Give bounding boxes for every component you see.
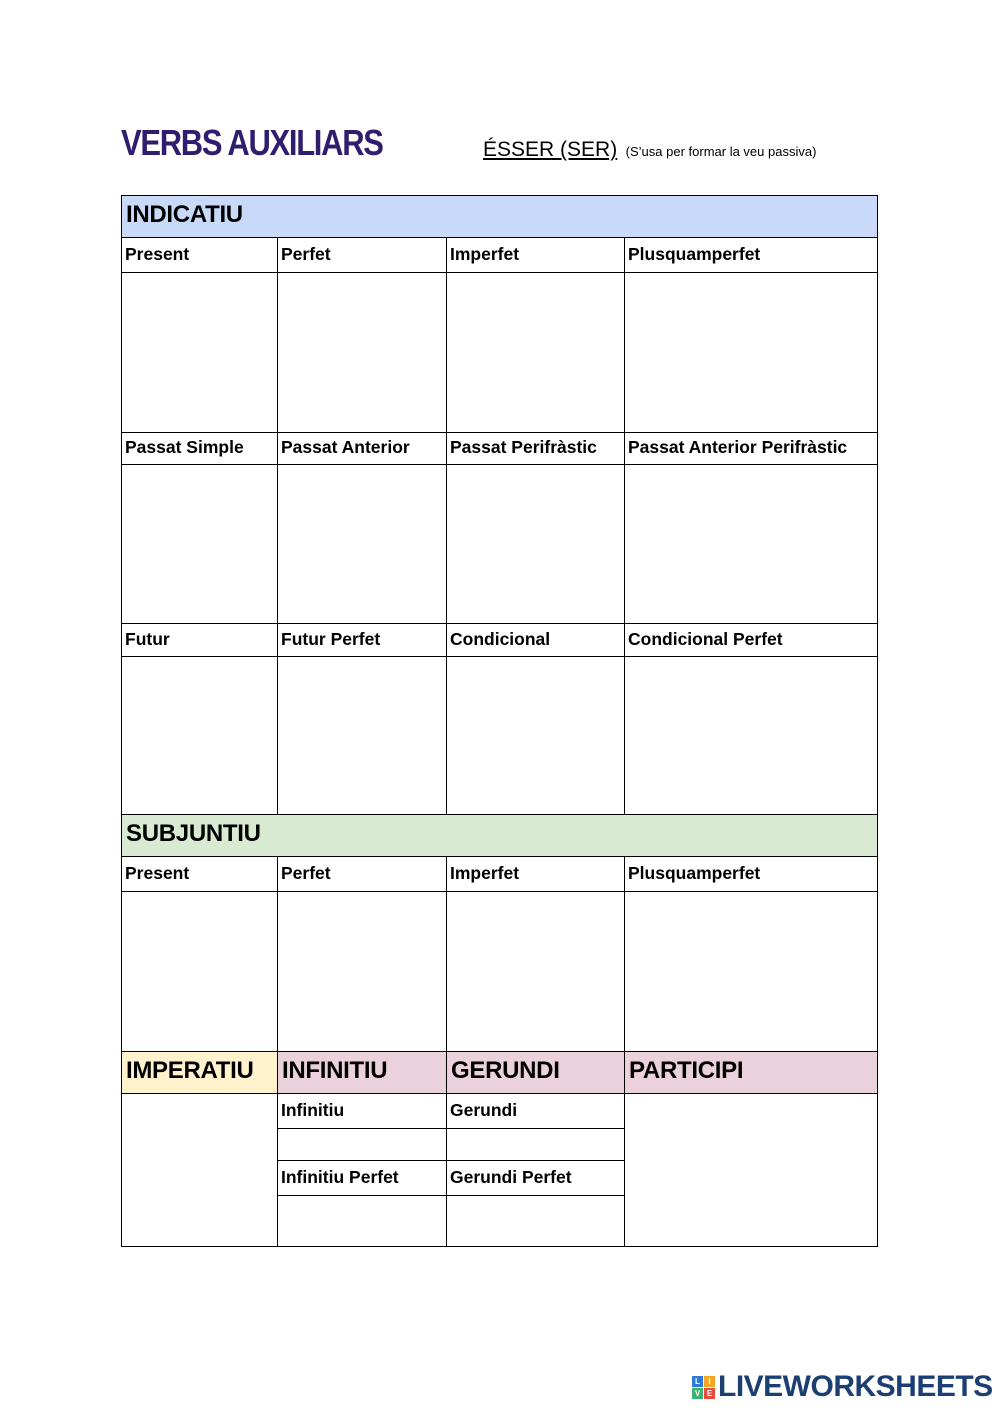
header-futur: Futur xyxy=(121,623,278,657)
answer-box-infinitiu[interactable] xyxy=(277,1128,447,1161)
header-subjuntiu-imperfet: Imperfet xyxy=(446,856,625,892)
answer-box-indicatiu-present[interactable] xyxy=(121,272,278,433)
answer-box-subjuntiu-plusquamperfet[interactable] xyxy=(624,891,878,1052)
section-infinitiu: INFINITIU xyxy=(277,1051,447,1094)
answer-box-indicatiu-perfet[interactable] xyxy=(277,272,447,433)
header-indicatiu-present: Present xyxy=(121,237,278,273)
header-indicatiu-perfet: Perfet xyxy=(277,237,447,273)
page-title: VERBS AUXILIARS xyxy=(121,122,383,163)
answer-box-participi[interactable] xyxy=(624,1093,878,1247)
answer-box-infinitiu-perfet[interactable] xyxy=(277,1195,447,1247)
header-condicional: Condicional xyxy=(446,623,625,657)
header-passat-perifrastic: Passat Perifràstic xyxy=(446,432,625,465)
header-futur-perfet: Futur Perfet xyxy=(277,623,447,657)
answer-box-condicional[interactable] xyxy=(446,656,625,815)
header-passat-anterior: Passat Anterior xyxy=(277,432,447,465)
answer-box-condicional-perfet[interactable] xyxy=(624,656,878,815)
answer-box-passat-anterior[interactable] xyxy=(277,464,447,624)
answer-box-futur[interactable] xyxy=(121,656,278,815)
answer-box-imperatiu[interactable] xyxy=(121,1093,278,1247)
header-gerundi-perfet: Gerundi Perfet xyxy=(446,1160,625,1196)
section-imperatiu: IMPERATIU xyxy=(121,1051,278,1094)
header-indicatiu-imperfet: Imperfet xyxy=(446,237,625,273)
liveworksheets-icon xyxy=(692,1376,715,1399)
header-gerundi: Gerundi xyxy=(446,1093,625,1129)
header-condicional-perfet: Condicional Perfet xyxy=(624,623,878,657)
section-indicatiu: INDICATIU xyxy=(121,195,878,238)
answer-box-passat-simple[interactable] xyxy=(121,464,278,624)
header-subjuntiu-present: Present xyxy=(121,856,278,892)
answer-box-gerundi[interactable] xyxy=(446,1128,625,1161)
header-passat-anterior-perifrastic: Passat Anterior Perifràstic xyxy=(624,432,878,465)
verb-heading xyxy=(483,138,816,162)
header-passat-simple: Passat Simple xyxy=(121,432,278,465)
header-subjuntiu-plusquamperfet: Plusquamperfet xyxy=(624,856,878,892)
answer-box-subjuntiu-imperfet[interactable] xyxy=(446,891,625,1052)
answer-box-passat-perifrastic[interactable] xyxy=(446,464,625,624)
section-subjuntiu: SUBJUNTIU xyxy=(121,814,878,857)
brand-text: LIVEWORKSHEETS xyxy=(718,1370,993,1403)
answer-box-futur-perfet[interactable] xyxy=(277,656,447,815)
brand-logo xyxy=(692,1370,993,1404)
answer-box-gerundi-perfet[interactable] xyxy=(446,1195,625,1247)
answer-box-subjuntiu-present[interactable] xyxy=(121,891,278,1052)
section-participi: PARTICIPI xyxy=(624,1051,878,1094)
answer-box-indicatiu-plusquamperfet[interactable] xyxy=(624,272,878,433)
header-indicatiu-plusquamperfet: Plusquamperfet xyxy=(624,237,878,273)
section-gerundi: GERUNDI xyxy=(446,1051,625,1094)
verb-note: (S’usa per formar la veu passiva) xyxy=(625,144,817,159)
header-infinitiu-perfet: Infinitiu Perfet xyxy=(277,1160,447,1196)
brand-icon-tile: I xyxy=(704,1376,715,1387)
header-infinitiu: Infinitiu xyxy=(277,1093,447,1129)
answer-box-indicatiu-imperfet[interactable] xyxy=(446,272,625,433)
brand-icon-tile: V xyxy=(692,1388,703,1399)
verb-name: ÉSSER (SER) xyxy=(483,138,618,161)
answer-box-subjuntiu-perfet[interactable] xyxy=(277,891,447,1052)
header-subjuntiu-perfet: Perfet xyxy=(277,856,447,892)
answer-box-passat-anterior-perifrastic[interactable] xyxy=(624,464,878,624)
conjugation-table xyxy=(121,195,878,1247)
brand-icon-tile: L xyxy=(692,1376,703,1387)
brand-icon-tile: E xyxy=(704,1388,715,1399)
